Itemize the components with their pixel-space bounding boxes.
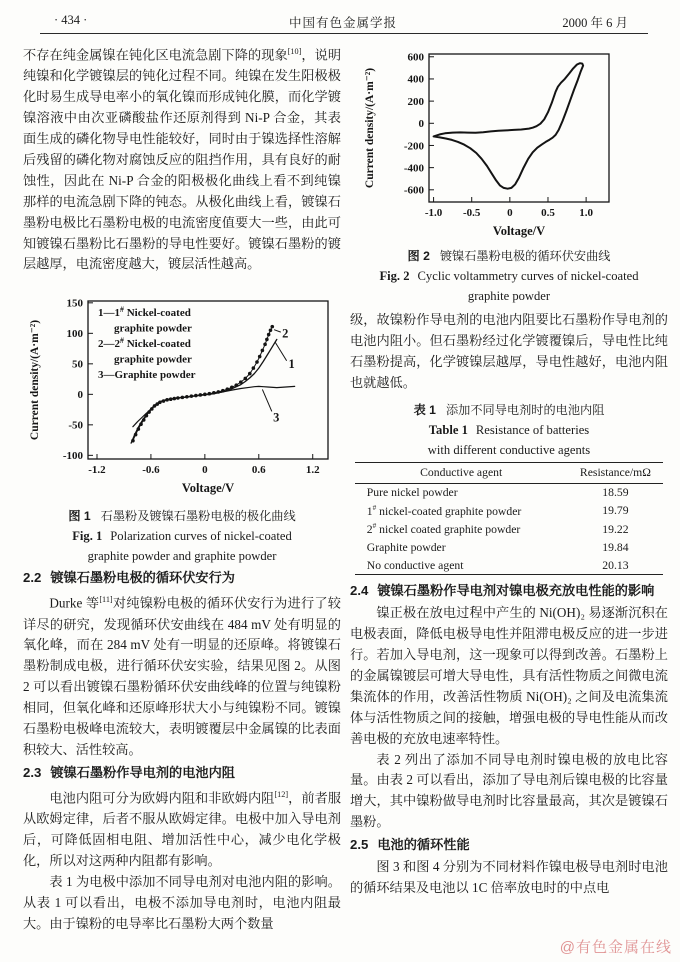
figure2-caption-cn: 图 2 镀镍石墨粉电极的循环伏安曲线 <box>407 249 611 263</box>
svg-text:0.6: 0.6 <box>251 464 266 477</box>
svg-text:50: 50 <box>72 358 83 371</box>
section-heading-2-4: 2.4 镀镍石墨粉作导电剂对镍电极充放电性能的影响 <box>350 583 655 599</box>
figure1 <box>23 295 341 566</box>
table1-captions <box>350 400 668 460</box>
figure1-caption-cn: 图 1 石墨粉及镀镍石墨粉电极的极化曲线 <box>68 509 296 524</box>
paragraph: Durke 等[11]对纯镍粉电极的循环伏安行为进行了较详尽的研究，发现循环伏安曲线在 484 mV 处有明显的氧化峰，而在 284 mV 处有一明显的还原峰。将镀镍石墨粉制成电极，进行循环伏安实验，结果见图 2。从图 2 可以看出镀镍石墨粉循环伏安曲线峰的位置与纯镍粉相同，但氧化峰和还原峰形状大小与纯镍粉不同。镀镍石墨粉电极峰电流较大，表明镀覆层中金属镍的比表面积较大、活性较高。 <box>23 595 341 757</box>
svg-text:2: 2 <box>282 326 289 341</box>
figure2 <box>350 46 668 306</box>
table1-cell-resistance: 20.13 <box>602 558 629 572</box>
table1-label-cn: 表 1 <box>413 402 436 417</box>
svg-text:600: 600 <box>407 51 424 64</box>
figure2-cyclic-voltammetry-chart <box>359 46 659 242</box>
table1-resistance <box>355 462 663 576</box>
table1-row <box>355 539 663 557</box>
figure2-caption-en: Fig. 2 Cyclic voltammetry curves of nickel-coated <box>379 269 639 283</box>
left-column <box>23 42 341 935</box>
svg-text:-200: -200 <box>403 140 424 153</box>
table1-row <box>355 501 663 520</box>
svg-text:3: 3 <box>273 410 280 425</box>
table1-body <box>355 483 663 575</box>
table1-col-resistance: Resistance/mΩ <box>568 462 664 483</box>
table1-cell-agent: No conductive agent <box>366 558 464 572</box>
table1-row <box>355 483 663 501</box>
table1-cell-agent: 2# nickel coated graphite powder <box>366 522 521 537</box>
table1-caption-cn: 表 1 添加不同导电剂时的电池内阻 <box>413 402 605 417</box>
section-heading-2-2: 2.2 镀镍石墨粉电极的循环伏安行为 <box>23 570 235 586</box>
svg-text:0: 0 <box>418 118 424 131</box>
table1-caption-en-line2: with different conductive agents <box>427 442 591 457</box>
figure1-label-cn: 图 1 <box>68 509 91 524</box>
section-heading-2-3: 2.3 镀镍石墨粉作导电剂的电池内阻 <box>23 764 235 780</box>
svg-text:graphite powder: graphite powder <box>114 353 192 366</box>
figure1-polarization-chart <box>24 295 340 502</box>
header-rule <box>40 33 648 34</box>
figure2-caption-en-line2: graphite powder <box>467 289 551 303</box>
svg-text:3—Graphite powder: 3—Graphite powder <box>98 369 196 382</box>
svg-text:-50: -50 <box>68 419 83 432</box>
right-column <box>350 42 668 899</box>
page-header <box>40 13 646 31</box>
svg-text:Voltage/V: Voltage/V <box>181 481 235 496</box>
svg-text:-0.5: -0.5 <box>463 207 481 219</box>
issue-date: 2000 年 6 月 <box>562 16 628 30</box>
svg-text:150: 150 <box>66 297 83 310</box>
paragraph: 镍正极在放电过程中产生的 Ni(OH)₂ 易逐渐沉积在电极表面，降低电极导电性并阻滞电极反应的进一步进行。若加入导电剂，这一现象可以得到改善。石墨粉上的金属镍镀层可增大导电性，具有活性物质之间微电流集流体的作用，改善活性物质 Ni(OH)₂ 之间及电流集流体与活性物质之间的接触，增强电极的导电性能从而改善电极的充放电速率特性。 <box>350 605 668 746</box>
svg-text:-1.2: -1.2 <box>88 464 106 477</box>
table1-row <box>355 520 663 539</box>
table1-row <box>355 557 663 575</box>
svg-text:400: 400 <box>407 73 424 86</box>
section-heading-2-5: 2.5 电池的循环性能 <box>350 837 470 853</box>
svg-text:-600: -600 <box>403 184 424 197</box>
paragraph: 表 2 列出了添加不同导电剂时镍电极的放电比容量。由表 2 可以看出，添加了导电剂后镍电极的比容量增大，其中镍粉做导电剂时比容量最高，其次是镀镍石墨粉。 <box>350 751 668 830</box>
svg-text:Voltage/V: Voltage/V <box>492 224 546 238</box>
figure2-label-en: Fig. 2 <box>379 269 410 283</box>
table1-cell-resistance: 19.79 <box>602 504 629 518</box>
figure1-label-en: Fig. 1 <box>72 529 103 544</box>
table1-cell-agent: Graphite powder <box>366 541 446 555</box>
svg-text:Current density/(A·m⁻²): Current density/(A·m⁻²) <box>364 67 376 189</box>
table1-col-agent: Conductive agent <box>355 462 568 483</box>
svg-text:-100: -100 <box>62 450 83 463</box>
svg-text:2—2# Nickel-coated: 2—2# Nickel-coated <box>98 336 191 351</box>
svg-text:0: 0 <box>202 464 208 477</box>
svg-text:200: 200 <box>407 95 424 108</box>
journal-title: 中国有色金属学报 <box>288 16 397 30</box>
svg-text:1—1# Nickel-coated: 1—1# Nickel-coated <box>98 305 191 320</box>
table1-cell-resistance: 19.22 <box>602 522 629 536</box>
svg-text:graphite powder: graphite powder <box>114 322 192 335</box>
svg-text:0: 0 <box>507 207 513 219</box>
svg-text:1: 1 <box>288 357 295 372</box>
table1-label-en: Table 1 <box>428 422 468 437</box>
svg-text:0: 0 <box>77 389 83 402</box>
svg-text:100: 100 <box>66 328 83 341</box>
page-number: · 434 · <box>54 13 88 27</box>
svg-text:Current density/(A·m⁻²): Current density/(A·m⁻²) <box>29 320 41 441</box>
table1-cell-agent: Pure nickel powder <box>366 486 458 500</box>
paragraph: 图 3 和图 4 分别为不同材料作镍电极导电剂时电池的循环结果及电池以 1C 倍率放电时的中点电 <box>350 859 668 895</box>
table1-header-row <box>355 462 663 483</box>
paragraph: 表 1 为电极中添加不同导电剂对电池内阻的影响。从表 1 可以看出，电极不添加导电剂时，电池内阻最大。由于镍粉的电导率比石墨粉大两个数量 <box>23 873 341 931</box>
svg-text:-0.6: -0.6 <box>142 464 160 477</box>
svg-text:1.0: 1.0 <box>579 207 593 219</box>
table1-cell-resistance: 19.84 <box>602 541 629 555</box>
table1-caption-en: Table 1 Resistance of batteries <box>428 422 590 437</box>
figure2-label-cn: 图 2 <box>407 249 430 263</box>
svg-text:0.5: 0.5 <box>541 207 555 219</box>
table1-cell-agent: 1# nickel-coated graphite powder <box>366 503 522 518</box>
svg-text:-1.0: -1.0 <box>424 207 443 219</box>
paragraph: 电池内阻可分为欧姆内阻和非欧姆内阻[12]，前者服从欧姆定律，后者不服从欧姆定律。电极中加入导电剂后，可降低固相电阻、增加活性中心，减少电化学极化，所以对这两种内阻都有影响。 <box>23 789 342 868</box>
svg-text:-400: -400 <box>403 162 424 175</box>
paragraph-continuation: 不存在纯金属镍在钝化区电流急剧下降的现象[10]，说明纯镍和化学镀镍层的钝化过程不同。纯镍在发生阳极极化时易生成导电率小的氧化镍而形成钝化膜，而化学镀镍溶液中由次亚磷酸盐作还原剂得到 Ni-P 合金，其表面生成的磷化物导电性能较好，同时由于镍选择性溶解后残留的磷化物对腐蚀反应的阻挡作用，具有良好的耐蚀性，因此在 Ni-P 合金的阳极极化曲线上看不到纯镍那样的电流急剧下降的钝态。从极化曲线上看，镀镍石墨粉电极比石墨粉电极的电流密度值要大一些，由此可知镀镍石墨粉比石墨粉的导电性要好。镀镍石墨粉的镀层越厚，电流密度越大，镀层活性越高。 <box>23 47 342 272</box>
figure1-caption-en: Fig. 1 Polarization curves of nickel-coated <box>72 529 292 544</box>
site-watermark: @有色金属在线 <box>559 939 672 956</box>
figure1-caption-en-line2: graphite powder and graphite powder <box>87 549 277 564</box>
svg-text:1.2: 1.2 <box>305 464 320 477</box>
table1-cell-resistance: 18.59 <box>602 486 629 500</box>
paragraph-continuation: 级，故镍粉作导电剂的电池内阻要比石墨粉作导电剂的电池内阻小。但石墨粉经过化学镀覆镍后，导电性比纯石墨粉提高，化学镀镍层越厚，导电性越好，电池内阻也就越低。 <box>350 312 668 390</box>
